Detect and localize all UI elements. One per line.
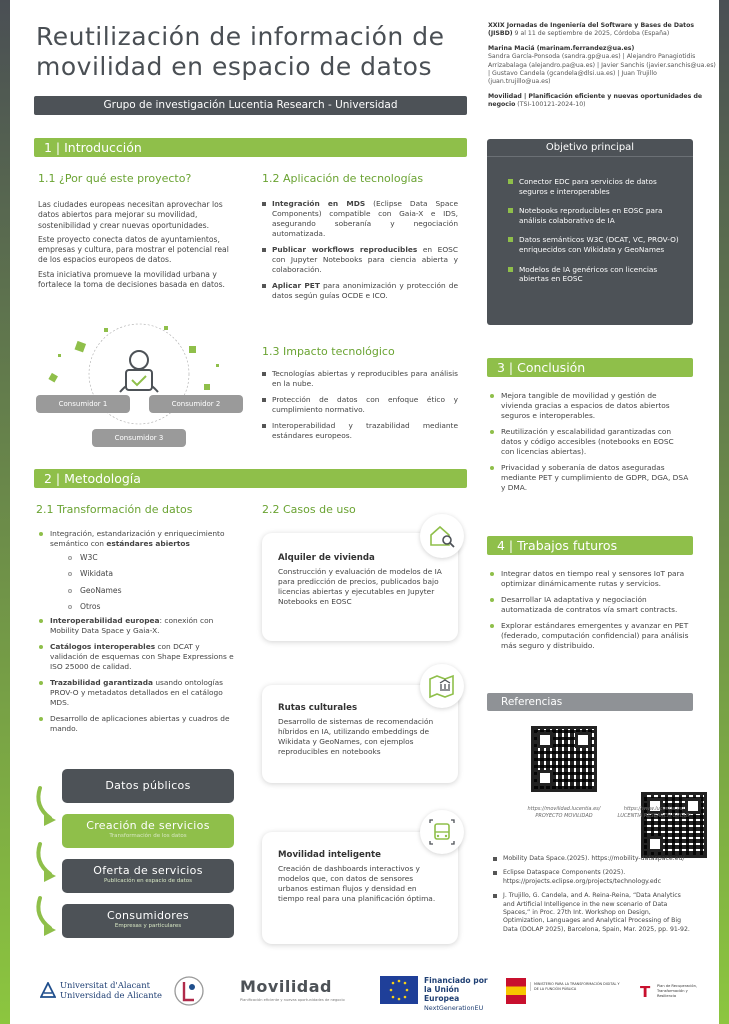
tech-item-pet-bold: Aplicar PET [272,281,320,290]
subsection-1-2-body [262,199,458,301]
references-list [493,855,693,934]
method-item-catalog [38,642,238,672]
flow-step-subtitle: Transformación de los datos [109,833,187,839]
subsection-1-2-title: 1.2 Aplicación de tecnologías [262,172,424,185]
conclusion-item: Reutilización y escalabilidad garantizadas con datos y código accesibles (notebooks en EOSC con licencias abiertas). [489,427,689,457]
standard-item [68,586,238,596]
tech-item-pet-text: para anonimización y protección de datos según guías OCDE e ICO. [272,281,458,300]
section-referencias-heading: Referencias [487,693,693,711]
conclusion-item: Mejora tangible de movilidad y gestión de vivienda gracias a espacios de datos abiertos seguros e interoperables. [489,391,689,421]
lucentia-logo-icon [172,974,206,1008]
reference-item: J. Trujillo, G. Candela, and A. Reina-Reina, “Data Analytics and Artificial Intelligence in the new scenario of Data Spaces,” in Proc. 27th Int. Workshop on Design, Optimization, Languages and Analytical Processing of Big Data (DOLAP 2025), Barcelona, Spain, Mar. 2025, pp. 91-92. [493,892,693,934]
method-item-interop-bold: Interoperabilidad europea [50,616,160,626]
tech-item-workflows-bold: Publicar workflows reproducibles [272,245,418,254]
consumer-2-badge: Consumidor 2 [149,395,243,413]
objetivo-item: Conector EDC para servicios de datos seguros e interoperables [507,177,683,196]
eu-line-2: la Unión Europea [424,985,460,1003]
flow-step-consumidores [62,904,234,938]
objetivo-heading: Objetivo principal [487,139,693,157]
eu-line-1: Financiado por [424,976,488,985]
research-group-banner: Grupo de investigación Lucentia Research - Universidad [34,96,467,115]
eu-funding-logo [380,976,496,1012]
subsection-1-1-body [38,200,238,290]
method-item-interop-text: : conexión con Mobility Data Space y Gaia-X. [50,616,214,636]
method-item-catalog-text: con DCAT y validación de esquemas con Shape Expressions e ISO 25000 de calidad. [50,642,234,672]
tech-item-workflows [262,245,458,275]
flow-step-subtitle: Empresas y particulares [114,923,182,929]
house-search-icon [420,514,464,558]
section-futuros-heading: 4 | Trabajos futuros [487,536,693,555]
flow-step-subtitle: Publicación en espacio de datos [103,878,193,884]
conclusion-list [489,391,689,493]
main-author-name: Marina Maciá (marinam.ferrandez@ua.es) [488,44,635,52]
eu-line-3: NextGenerationEU [424,1004,484,1012]
flow-step-title: Oferta de servicios [93,864,203,877]
standard-item-label: Wikidata [80,569,114,579]
futuros-item: Explorar estándares emergentes y avanzar en PET (federado, computación confidencial) para análisis más seguro y distribuido. [489,621,689,651]
movilidad-logo [240,978,345,1002]
frame-left [0,0,10,1024]
section-conclusion-heading: 3 | Conclusión [487,358,693,377]
objetivo-list [507,177,683,284]
method-item-trace-bold: Trazabilidad garantizada [50,678,153,688]
standard-item [68,569,238,579]
objetivo-item: Notebooks reproducibles en EOSC para análisis colaborativo de IA [507,206,683,225]
method-item-apps: Desarrollo de aplicaciones abiertas y cuadros de mando. [38,714,238,734]
standard-item-label: GeoNames [80,585,122,595]
ua-text [60,980,162,1000]
frame-right [719,0,729,1024]
ua-emblem-icon [40,982,56,998]
project-code: (TSI-100121-2024-10) [515,101,586,109]
ministerio-text: MINISTERIO PARA LA TRANSFORMACIÓN DIGITAL Y DE LA FUNCIÓN PÚBLICA [530,982,620,991]
case-title: Movilidad inteligente [278,850,381,860]
tech-item-mds-text: (Eclipse Data Space Components) compatible con Gaia-X e IDS, asegurando soberanía y negociación automatizada. [272,199,459,238]
intro-paragraph-2: Este proyecto conecta datos de ayuntamientos, empresas y cultura, para mostrar el potencial real de los espacios europeos de datos. [38,234,229,265]
flow-step-oferta [62,859,234,893]
impact-item: Tecnologías abiertas y reproducibles para análisis en la nube. [262,369,458,389]
tech-item-pet [262,281,458,301]
reference-item: Eclipse Dataspace Components (2025). https://projects.eclipse.org/projects/technology.edc [493,869,693,886]
standards-sublist [38,553,238,612]
ua-name-spanish: Universidad de Alicante [60,990,162,1000]
intro-paragraph-3: Esta iniciativa promueve la movilidad urbana y fortalece la toma de decisiones basada en datos. [38,269,225,290]
movilidad-tagline: Planificación eficiente y nuevas oportunidades de negocio [240,998,345,1002]
case-text: Creación de dashboards interactivos y modelos que, con datos de sensores urbanos estiman flujos y densidad en tiempo real para una planificación óptima. [278,864,436,903]
subsection-2-1-title: 2.1 Transformación de datos [36,503,193,516]
ua-name-valencian: Universitat d'Alacant [60,980,151,990]
futuros-list [489,569,689,651]
event-info [488,22,716,39]
method-item-integration-text: Integración, estandarización y enriquecimiento semántico con [50,529,225,548]
qr1-label: PROYECTO MOVILIDAD [535,813,593,819]
consumer-3-badge: Consumidor 3 [92,429,186,447]
futuros-item: Integrar datos en tiempo real y sensores IoT para optimizar dinámicamente rutas y servicios. [489,569,689,589]
reference-item: Mobility Data Space.(2025). https://mobility-dataspace.eu/ [493,855,693,863]
tech-item-mds [262,199,458,239]
objetivo-panel [487,139,693,325]
tech-item-workflows-text: en EOSC con Jupyter Notebooks para ciencia abierta y colaboración. [272,245,458,274]
standard-item-label: Otros [80,601,101,611]
plan-text: Plan de Recuperación, Transformación y Resiliencia [657,984,697,998]
ua-logo [40,980,162,1000]
eu-funding-text [424,976,496,1013]
plan-mark-icon: T [640,983,651,1001]
objetivo-item: Datos semánticos W3C (DCAT, VC, PROV-O) enriquecidos con Wikidata y GeoNames [507,235,683,254]
project-name: Movilidad | Planificación eficiente y nuevas oportunidades de negocio [488,92,703,109]
spain-emblem-icon [506,978,526,1004]
project-info [488,93,716,110]
header-info [488,22,716,110]
method-item-catalog-bold: Catálogos interoperables [50,642,156,652]
case-title: Rutas culturales [278,703,358,713]
objetivo-item: Modelos de IA genéricos con licencias abiertas en EOSC [507,265,683,284]
futuros-item: Desarrollar IA adaptativa y negociación automatizada de contratos vía smart contracts. [489,595,689,615]
subsection-1-3-title: 1.3 Impacto tecnológico [262,345,395,358]
movilidad-logo-text: Movilidad [240,977,332,996]
subsection-1-1-title: 1.1 ¿Por qué este proyecto? [38,172,192,185]
method-item-trace-text: usando ontologías PROV-O y metadatos detallados en el catálogo MDS. [50,678,223,708]
subsection-2-2-title: 2.2 Casos de uso [262,503,356,516]
subsection-1-3-body [262,369,458,441]
case-text: Construcción y evaluación de modelos de IA para predicción de precios, publicados bajo licencias abiertas y ejecutables en Jupyter Notebooks en EOSC [278,567,442,606]
qr2-label: LUCENTIA RESEARCH GROUP [617,813,691,819]
consumer-1-badge: Consumidor 1 [36,395,130,413]
qr-code-lucentia-icon[interactable] [641,792,707,858]
qr2-caption [604,806,704,820]
section-intro-heading: 1 | Introducción [34,138,467,157]
case-title: Alquiler de vivienda [278,553,375,563]
event-name: XXIX Jornadas de Ingeniería del Software y Bases de Datos (JISBD) [488,22,695,38]
case-text: Desarrollo de sistemas de recomendación híbridos en IA, utilizando embeddings de Wikidata y GeoNames, con ejemplos reproducibles en notebooks [278,717,434,756]
ministerio-logo [506,978,622,1004]
eu-flag-icon [380,976,418,1004]
method-item-integration [38,529,238,549]
flow-step-title: Creación de servicios [86,819,210,832]
qr2-url[interactable]: https://www.lucentia.es/ [623,806,685,812]
method-item-integration-bold: estándares abiertos [106,539,190,548]
qr1-url[interactable]: https://movilidad.lucentia.es/ [527,806,601,812]
impact-item: Interoperabilidad y trazabilidad mediante estándares europeos. [262,421,458,441]
flow-step-title: Datos públicos [105,779,191,792]
main-author [488,45,716,53]
intro-paragraph-1: Las ciudades europeas necesitan aprovechar los datos abiertos para mejorar su movilidad, sostenibilidad y crear nuevas oportunidades. [38,200,223,230]
bus-icon [420,810,464,854]
map-museum-icon [420,664,464,708]
flow-step-title: Consumidores [107,909,189,922]
method-item-interop [38,616,238,636]
flow-step-datos-publicos [62,769,234,803]
method-item-trace [38,678,238,708]
standard-item-label: W3C [80,553,98,562]
conclusion-item: Privacidad y soberanía de datos aseguradas mediante PET y cumplimiento de GDPR, DGA, DSA y DMA. [489,463,689,493]
event-date: 9 al 11 de septiembre de 2025, Córdoba (España) [512,30,670,38]
standard-item [68,553,238,563]
qr-code-movilidad-icon[interactable] [531,726,597,792]
flow-arrows [30,780,66,940]
page-title: Reutilización de información de movilidad en espacio de datos [36,22,445,81]
coauthors: Sandra García-Ponsoda (sandra.gp@ua.es) | Alejandro Panagiotidis Arrizabalaga (alejandro.pa@ua.es) | Javier Sanchis (javier.sanchis@ua.es) | Gustavo Candela (gcandela@dlsi.ua.es) | Juan Trujillo (juan.trujillo@ua.es) [488,53,716,86]
impact-item: Protección de datos con enfoque ético y cumplimiento normativo. [262,395,458,415]
standard-item [68,602,238,612]
subsection-2-1-body [38,529,238,734]
flow-step-creacion [62,814,234,848]
tech-item-mds-bold: Integración en MDS [272,199,366,208]
section-metodologia-heading: 2 | Metodología [34,469,467,488]
plan-recuperacion-logo [640,982,697,1001]
